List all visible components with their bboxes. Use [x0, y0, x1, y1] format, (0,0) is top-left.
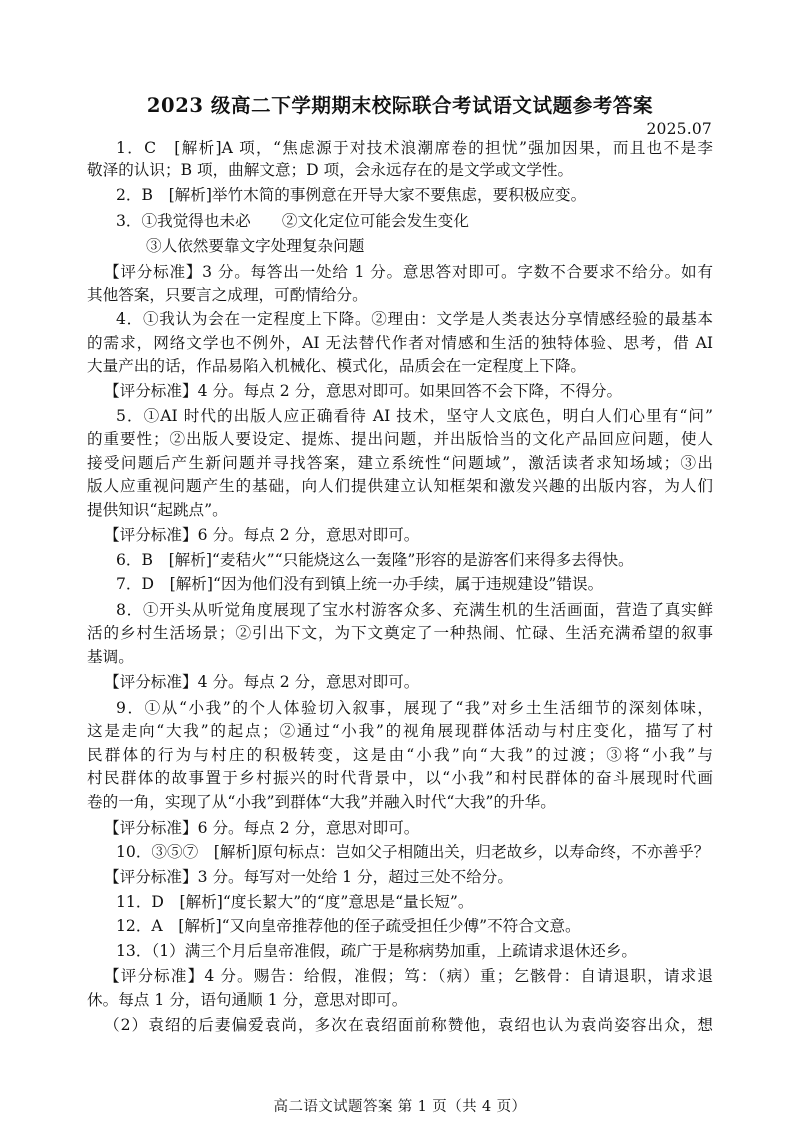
answer-8-line: 基调。 — [87, 648, 134, 666]
answer-6-line: 6．B [解析]“麦秸火”“只能烧这么一轰隆”形容的是游客们来得多去得快。 — [116, 551, 634, 569]
scoring-standard-13: 休。每点 1 分，语句通顺 1 分，意思对即可。 — [87, 991, 408, 1009]
answer-3-line: 3．①我觉得也未必 ②文化定位可能会发生变化 — [116, 212, 469, 230]
answer-4-line: 的需求，网络文学也不例外，AI 无法替代作者对情感和生活的独特体验、思考，借 AI — [87, 334, 713, 352]
scoring-standard-8: 【评分标准】4 分。每点 2 分，意思对即可。 — [104, 673, 420, 691]
answer-2-line: 2．B [解析]举竹木简的事例意在开导大家不要焦虑，要积极应变。 — [116, 186, 587, 204]
answer-13-line: 13．（1）满三个月后皇帝准假，疏广于是称病势加重，上疏请求退休还乡。 — [116, 942, 637, 960]
answer-8-line: 8．①开头从听觉角度展现了宝水村游客众多、充满生机的生活画面，营造了真实鲜 — [116, 601, 713, 619]
answer-5-line: 5．①AI 时代的出版人应正确看待 AI 技术，坚守人文底色，明白人们心里有“问” — [116, 407, 713, 425]
scoring-standard-9: 【评分标准】6 分。每点 2 分，意思对即可。 — [104, 819, 420, 837]
answer-3-line: ③人依然要靠文字处理复杂问题 — [146, 237, 365, 255]
scoring-standard-13: 【评分标准】4 分。赐告：给假，准假；笃：（病）重；乞骸骨：自请退职，请求退 — [104, 967, 713, 985]
answer-7-line: 7．D [解析]“因为他们没有到镇上统一办手续，属于违规建设”错误。 — [116, 575, 604, 593]
page-title: 2023 级高二下学期期末校际联合考试语文试题参考答案 — [146, 94, 654, 117]
answer-9-line: 民群体的行为与村庄的积极转变，这是由“小我”向“大我”的过渡；③将“小我”与 — [87, 746, 713, 764]
answer-9-line: 村民群体的故事置于乡村振兴的时代背景中，以“小我”和村民群体的奋斗展现时代画 — [87, 769, 713, 787]
answer-5-line: 提供知识“起跳点”。 — [87, 501, 228, 519]
answer-9-line: 9．①从“小我”的个人体验切入叙事，展现了“我”对乡土生活细节的深刻体味， — [116, 699, 713, 717]
scoring-standard-5: 【评分标准】6 分。每点 2 分，意思对即可。 — [104, 526, 420, 544]
answer-10-line: 10．③⑤⑦ [解析]原句标点：岂如父子相随出关，归老故乡，以寿命终，不亦善乎？ — [116, 843, 710, 861]
answer-1-line: 1．C [解析]A 项，“焦虑源于对技术浪潮席卷的担忧”强加因果，而且也不是李 — [116, 139, 713, 157]
answer-4-line: 大量产出的话，作品易陷入机械化、模式化，品质会在一定程度上下降。 — [87, 357, 587, 375]
scoring-standard-10: 【评分标准】3 分。每写对一处给 1 分，超过三处不给分。 — [104, 868, 513, 886]
scoring-standard-3: 【评分标准】3 分。每答出一处给 1 分。意思答对即可。字数不合要求不给分。如有 — [104, 263, 713, 281]
answer-5-line: 的重要性；②出版人要设定、提炼、提出问题，并出版恰当的文化产品回应问题，使人 — [87, 430, 713, 448]
answer-8-line: 活的乡村生活场景；②引出下文，为下文奠定了一种热闹、忙碌、生活充满希望的叙事 — [87, 624, 713, 642]
page-footer: 高二语文试题答案 第 1 页（共 4 页） — [273, 1099, 527, 1115]
exam-date: 2025.07 — [646, 120, 712, 138]
scoring-standard-3: 其他答案，只要言之成理，可酌情给分。 — [87, 286, 368, 304]
answer-1-line: 敬泽的认识；B 项，曲解文意；D 项，会永远存在的是文学或文学性。 — [87, 161, 574, 179]
scoring-standard-4: 【评分标准】4 分。每点 2 分，意思对即可。如果回答不会下降，不得分。 — [104, 382, 623, 400]
answer-5-line: 版人应重视问题产生的基础，向人们提供建立认知框架和激发兴趣的出版内容，为人们 — [87, 477, 713, 495]
answer-4-line: 4．①我认为会在一定程度上下降。②理由：文学是人类表达分享情感经验的最基本 — [116, 310, 713, 328]
answer-13-part2-line: （2）袁绍的后妻偏爱袁尚，多次在袁绍面前称赞他，袁绍也认为袁尚姿容出众，想 — [104, 1016, 713, 1034]
answer-9-line: 这是走向“大我”的起点；②通过“小我”的视角展现群体活动与村庄变化，描写了村 — [87, 722, 713, 740]
answer-9-line: 卷的一角，实现了从“小我”到群体“大我”并融入时代“大我”的升华。 — [87, 793, 556, 811]
answer-5-line: 接受问题后产生新问题并寻找答案，建立系统性“问题域”，激活读者求知场域；③出 — [87, 454, 713, 472]
answer-11-line: 11．D [解析]“度长絜大”的“度”意思是“量长短”。 — [116, 893, 474, 911]
answer-12-line: 12．A [解析]“又向皇帝推荐他的侄子疏受担任少傅”不符合文意。 — [116, 917, 581, 935]
